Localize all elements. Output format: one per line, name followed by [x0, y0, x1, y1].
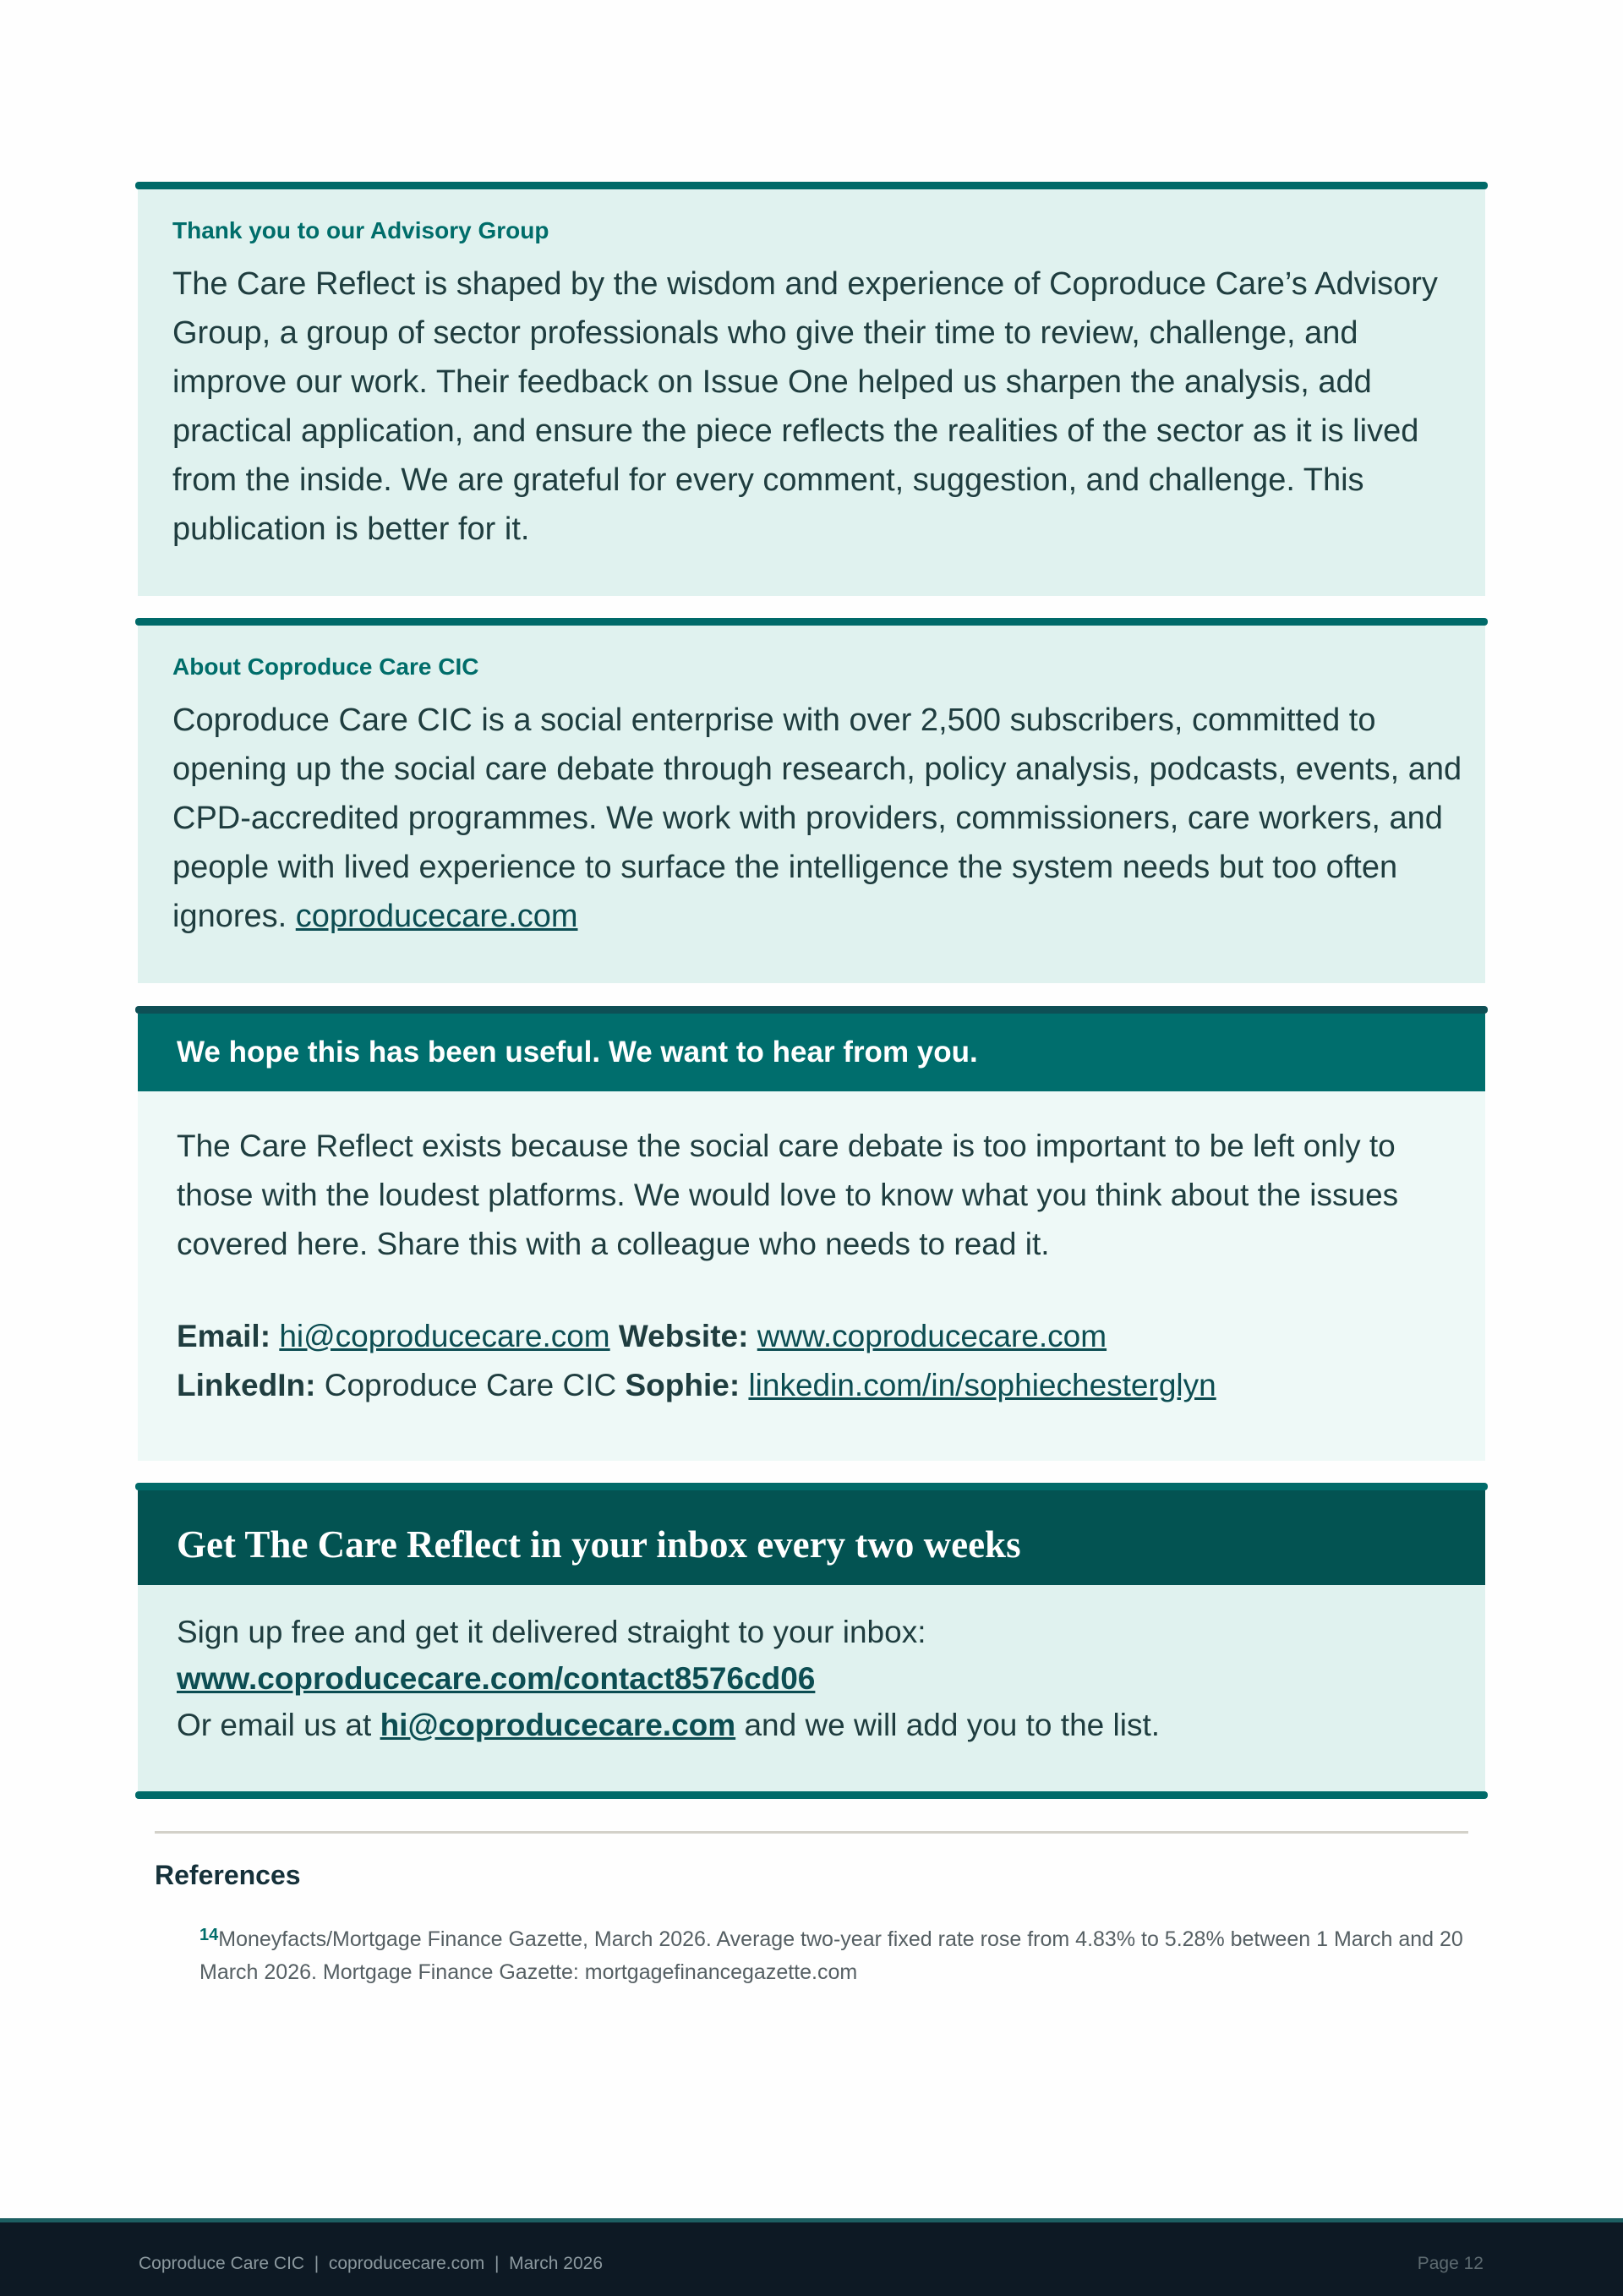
advisory-top-bar — [135, 182, 1488, 189]
newsletter-signup-line — [177, 1661, 815, 1697]
about-title: About Coproduce Care CIC — [172, 653, 479, 680]
feedback-body: The Care Reflect exists because the social care debate is too important to be left only to those with the loudest platforms. We would love to know what you think about the issues covered here. Share this with a colleague who needs to read it. — [177, 1129, 1399, 1261]
website-label: Website: — [618, 1319, 749, 1353]
website-link[interactable]: www.coproducecare.com — [757, 1319, 1107, 1353]
newsletter-bottom-bar — [135, 1791, 1488, 1799]
about-box — [138, 618, 1485, 983]
about-top-bar — [135, 618, 1488, 626]
newsletter-header — [138, 1490, 1485, 1585]
feedback-header-text: We hope this has been useful. We want to hear from you. — [177, 1036, 978, 1069]
about-body-text: Coproduce Care CIC is a social enterprise with over 2,500 subscribers, committed to opening up the social care debate through research, policy analysis, podcasts, events, and CPD-accredited programmes. We work with providers, commissioners, care workers, and people with lived experience to surface the intelligence the system needs but too often ignores. — [172, 702, 1462, 934]
sophie-linkedin-link[interactable]: linkedin.com/in/sophiechesterglyn — [748, 1368, 1216, 1402]
reference-item — [199, 1919, 1484, 1989]
contact-line-email-website — [177, 1319, 1107, 1354]
page-footer — [0, 2218, 1623, 2296]
advisory-body: The Care Reflect is shaped by the wisdom and experience of Coproduce Care’s Advisory Group, a group of sector professionals who give their time to review, challenge, and improve our work. Their feedback on Issue One helped us sharpen the analysis, add practical application, and ensure the piece reflects the realities of the sector as it is lived from the inside. We are grateful for every comment, suggestion, and challenge. This publication is better for it. — [172, 266, 1438, 547]
email-label: Email: — [177, 1319, 271, 1353]
feedback-header — [138, 1014, 1485, 1091]
page-number: Page 12 — [1417, 2254, 1484, 2273]
newsletter-email-link[interactable]: hi@coproducecare.com — [380, 1708, 736, 1742]
linkedin-label: LinkedIn: — [177, 1368, 316, 1402]
sophie-label: Sophie: — [625, 1368, 740, 1402]
feedback-box — [138, 1006, 1485, 1461]
newsletter-intro: Sign up free and get it delivered straight to your inbox: — [177, 1615, 926, 1649]
newsletter-top-bar — [135, 1483, 1488, 1490]
newsletter-signup-link[interactable]: www.coproducecare.com/contact8576cd06 — [177, 1661, 816, 1696]
advisory-group-box — [138, 182, 1485, 596]
email-link[interactable]: hi@coproducecare.com — [279, 1319, 610, 1353]
newsletter-email-suffix: and we will add you to the list. — [744, 1708, 1161, 1742]
newsletter-email-prefix: Or email us at — [177, 1708, 372, 1742]
contact-line-linkedin-sophie — [177, 1368, 1216, 1403]
about-website-link[interactable]: coproducecare.com — [295, 899, 578, 934]
references-divider — [155, 1831, 1468, 1834]
about-body — [172, 696, 1466, 941]
reference-number: 14 — [199, 1926, 219, 1944]
footer-info: Coproduce Care CIC | coproducecare.com | March 2026 — [139, 2254, 603, 2273]
newsletter-box — [138, 1483, 1485, 1794]
reference-text: Moneyfacts/Mortgage Finance Gazette, March 2026. Average two-year fixed rate rose from 4.83% to 5.28% between 1 March and 20 March 2026. Mortgage Finance Gazette: mortgagefinancegazette.com — [199, 1927, 1463, 1984]
feedback-top-bar — [135, 1006, 1488, 1014]
newsletter-header-text: Get The Care Reflect in your inbox every two weeks — [177, 1523, 1021, 1566]
linkedin-value: Coproduce Care CIC — [324, 1368, 617, 1402]
newsletter-email-line — [177, 1708, 1160, 1743]
advisory-title: Thank you to our Advisory Group — [172, 217, 549, 243]
references-heading: References — [155, 1860, 301, 1890]
